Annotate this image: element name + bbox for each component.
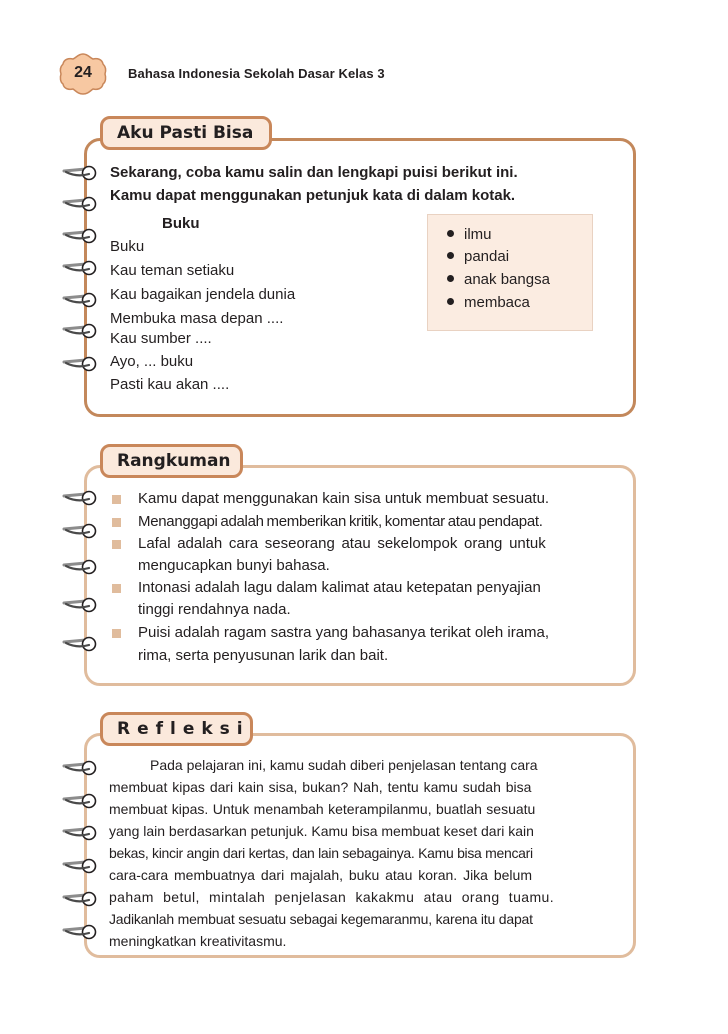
- square-bullet-icon: [112, 629, 121, 638]
- poem-line: Membuka masa depan ....: [110, 310, 284, 327]
- binder-ring-icon: [62, 226, 102, 246]
- instruction-line: Sekarang, coba kamu salin dan lengkapi puisi berikut ini.: [110, 164, 518, 181]
- summary-line: Intonasi adalah lagu dalam kalimat atau ketepatan penyajian: [138, 579, 541, 596]
- reflection-line: Jadikanlah membuat sesuatu sebagai kegemaranmu, karena itu dapat: [109, 911, 533, 927]
- square-bullet-icon: [112, 584, 121, 593]
- poem-line: Kau teman setiaku: [110, 262, 235, 279]
- binder-ring-icon: [62, 163, 102, 183]
- rangkuman-title: Rangkuman: [100, 444, 243, 478]
- square-bullet-icon: [112, 495, 121, 504]
- binder-ring-icon: [62, 194, 102, 214]
- word-hint-item: pandai: [447, 248, 509, 265]
- reflection-line: Pada pelajaran ini, kamu sudah diberi penjelasan tentang cara: [150, 757, 538, 773]
- poem-line: Kau bagaikan jendela dunia: [110, 286, 296, 303]
- word-hint-item: membaca: [447, 294, 530, 311]
- reflection-line: yang lain berdasarkan petunjuk. Kamu bisa membuat keset dari kain: [109, 823, 534, 839]
- binder-ring-icon: [62, 595, 102, 615]
- binder-ring-icon: [62, 258, 102, 278]
- binder-ring-icon: [62, 791, 102, 811]
- poem-line: Pasti kau akan ....: [110, 376, 230, 393]
- poem-title: Buku: [162, 215, 200, 232]
- reflection-line: paham betul, mintalah penjelasan kakakmu atau orang tuamu.: [109, 889, 554, 905]
- summary-line: Lafal adalah cara seseorang atau sekelompok orang untuk: [138, 535, 546, 552]
- instruction-line: Kamu dapat menggunakan petunjuk kata di dalam kotak.: [110, 187, 516, 204]
- binder-ring-icon: [62, 488, 102, 508]
- binder-ring-icon: [62, 922, 102, 942]
- aku-pasti-bisa-title: Aku Pasti Bisa: [100, 116, 272, 150]
- summary-line: Kamu dapat menggunakan kain sisa untuk membuat sesuatu.: [138, 490, 550, 507]
- bullet-dot-icon: [447, 275, 454, 282]
- square-bullet-icon: [112, 518, 121, 527]
- summary-line: Menanggapi adalah memberikan kritik, komentar atau pendapat.: [138, 513, 543, 530]
- poem-line: Kau sumber ....: [110, 330, 212, 347]
- binder-ring-icon: [62, 354, 102, 374]
- bullet-dot-icon: [447, 298, 454, 305]
- square-bullet-icon: [112, 540, 121, 549]
- binder-ring-icon: [62, 758, 102, 778]
- summary-line: Puisi adalah ragam sastra yang bahasanya terikat oleh irama,: [138, 624, 550, 641]
- summary-line: mengucapkan bunyi bahasa.: [138, 557, 330, 574]
- binder-ring-icon: [62, 856, 102, 876]
- reflection-line: cara-cara membuatnya dari majalah, buku atau koran. Jika belum: [109, 867, 532, 883]
- running-title: Bahasa Indonesia Sekolah Dasar Kelas 3: [128, 66, 385, 81]
- summary-line: rima, serta penyusunan larik dan bait.: [138, 647, 389, 664]
- reflection-line: membuat kipas dari kain sisa, bukan? Nah, tentu kamu sudah bisa: [109, 779, 532, 795]
- binder-ring-icon: [62, 823, 102, 843]
- bullet-dot-icon: [447, 252, 454, 259]
- reflection-line: membuat kipas. Untuk menambah keterampilanmu, buatlah sesuatu: [109, 801, 536, 817]
- binder-ring-icon: [62, 557, 102, 577]
- page-number: 24: [74, 64, 92, 81]
- binder-ring-icon: [62, 889, 102, 909]
- page-number-badge: [58, 52, 108, 96]
- reflection-line: bekas, kincir angin dari kertas, dan lain sebagainya. Kamu bisa mencari: [109, 845, 533, 861]
- bullet-dot-icon: [447, 230, 454, 237]
- refleksi-title: Refleksi: [100, 712, 253, 746]
- binder-ring-icon: [62, 290, 102, 310]
- binder-ring-icon: [62, 321, 102, 341]
- poem-line: Ayo, ... buku: [110, 353, 194, 370]
- summary-line: tinggi rendahnya nada.: [138, 601, 291, 618]
- binder-ring-icon: [62, 521, 102, 541]
- poem-line: Buku: [110, 238, 145, 255]
- reflection-line: meningkatkan kreativitasmu.: [109, 933, 287, 949]
- binder-ring-icon: [62, 634, 102, 654]
- word-hint-item: anak bangsa: [447, 271, 550, 288]
- word-hint-item: ilmu: [447, 226, 492, 243]
